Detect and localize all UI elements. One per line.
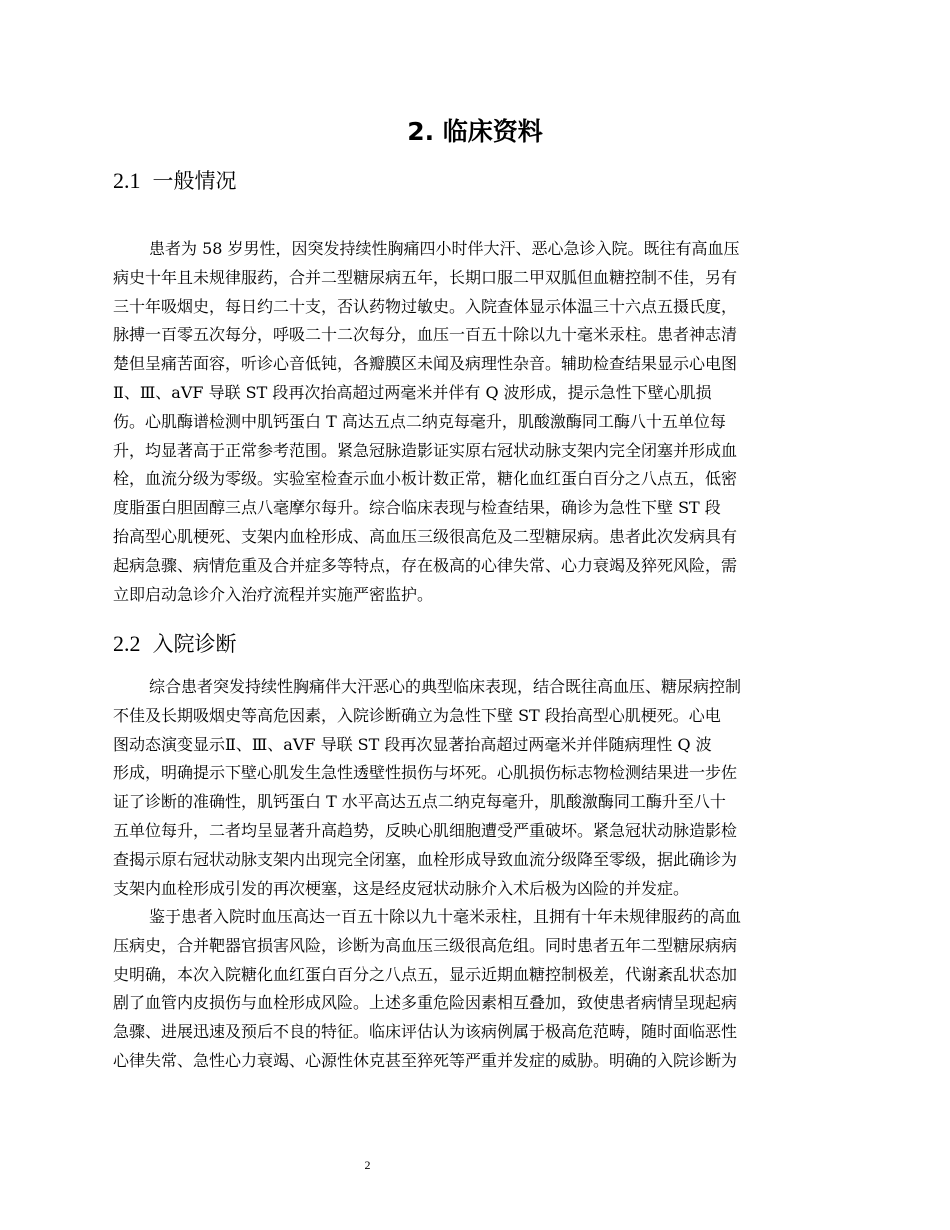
text-line: Ⅱ、Ⅲ、aVF 导联 ST 段再次抬高超过两毫米并伴有 Q 波形成，提示急性下壁心肌损 [113,382,712,402]
paragraph-diagnosis-1 [113,673,837,903]
text-line: 急骤、进展迅速及预后不良的特征。临床评估认为该病例属于极高危范畴，随时面临恶性 [113,1022,738,1042]
page-number: 2 [364,1158,371,1172]
text-line: 病史十年且未规律服药，合并二型糖尿病五年，长期口服二甲双胍但血糖控制不佳，另有 [113,267,738,287]
text-line: 三十年吸烟史，每日约二十支，否认药物过敏史。入院查体显示体温三十六点五摄氏度， [113,296,738,316]
paragraph-general-info [113,235,837,609]
text-line: 图动态演变显示Ⅱ、Ⅲ、aVF 导联 ST 段再次显著抬高超过两毫米并伴随病理性 Q 波 [113,734,712,754]
chapter-title: 2. 临床资料 [407,117,543,146]
text-line: 不佳及长期吸烟史等高危因素，入院诊断确立为急性下壁 ST 段抬高型心肌梗死。心电 [113,705,721,725]
text-line: 心律失常、急性心力衰竭、心源性休克甚至猝死等严重并发症的威胁。明确的入院诊断为 [113,1050,738,1070]
text-line: 证了诊断的准确性，肌钙蛋白 T 水平高达五点二纳克每毫升，肌酸激酶同工酶升至八十 [113,792,726,812]
text-line: 脉搏一百零五次每分，呼吸二十二次每分，血压一百五十除以九十毫米汞柱。患者神志清 [113,325,738,345]
text-line: 查揭示原右冠状动脉支架内出现完全闭塞，血栓形成导致血流分级降至零级，据此确诊为 [113,849,738,869]
text-line: 起病急骤、病情危重及合并症多等特点，存在极高的心律失常、心力衰竭及猝死风险，需 [113,555,738,575]
text-line: 度脂蛋白胆固醇三点八毫摩尔每升。综合临床表现与检查结果，确诊为急性下壁 ST 段 [113,498,721,518]
section-heading-admission-diagnosis [113,628,237,660]
paragraph-diagnosis-2 [113,903,837,1076]
text-line: 伤。心肌酶谱检测中肌钙蛋白 T 高达五点二纳克每毫升，肌酸激酶同工酶八十五单位每 [113,411,726,431]
text-line: 压病史，合并靶器官损害风险，诊断为高血压三级很高危组。同时患者五年二型糖尿病病 [113,935,738,955]
text-line: 形成，明确提示下壁心肌发生急性透壁性损伤与坏死。心肌损伤标志物检测结果进一步佐 [113,763,738,783]
section-title: 入院诊断 [152,632,237,656]
text-line: 楚但呈痛苦面容，听诊心音低钝，各瓣膜区未闻及病理性杂音。辅助检查结果显示心电图 [113,354,738,374]
text-line: 患者为 58 岁男性，因突发持续性胸痛四小时伴大汗、恶心急诊入院。既往有高血压 [149,239,740,258]
section-heading-general [113,165,237,197]
text-line: 栓，血流分级为零级。实验室检查示血小板计数正常，糖化血红蛋白百分之八点五，低密 [113,469,738,489]
text-line: 史明确，本次入院糖化血红蛋白百分之八点五，显示近期血糖控制极差，代谢紊乱状态加 [113,964,738,984]
section-number: 2.2 [113,631,141,656]
text-line: 剧了血管内皮损伤与血栓形成风险。上述多重危险因素相互叠加，致使患者病情呈现起病 [113,993,738,1013]
section-title: 一般情况 [152,169,237,193]
text-line: 立即启动急诊介入治疗流程并实施严密监护。 [113,584,434,604]
text-line: 升，均显著高于正常参考范围。紧急冠脉造影证实原右冠状动脉支架内完全闭塞并形成血 [113,440,738,460]
text-line: 五单位每升，二者均呈显著升高趋势，反映心肌细胞遭受严重破坏。紧急冠状动脉造影检 [113,820,738,840]
text-line: 支架内血栓形成引发的再次梗塞，这是经皮冠状动脉介入术后极为凶险的并发症。 [113,878,690,898]
text-line: 抬高型心肌梗死、支架内血栓形成、高血压三级很高危及二型糖尿病。患者此次发病具有 [113,526,738,546]
text-line: 综合患者突发持续性胸痛伴大汗恶心的典型临床表现，结合既往高血压、糖尿病控制 [149,677,742,696]
text-line: 鉴于患者入院时血压高达一百五十除以九十毫米汞柱，且拥有十年未规律服药的高血 [149,907,742,926]
section-number: 2.1 [113,168,141,193]
